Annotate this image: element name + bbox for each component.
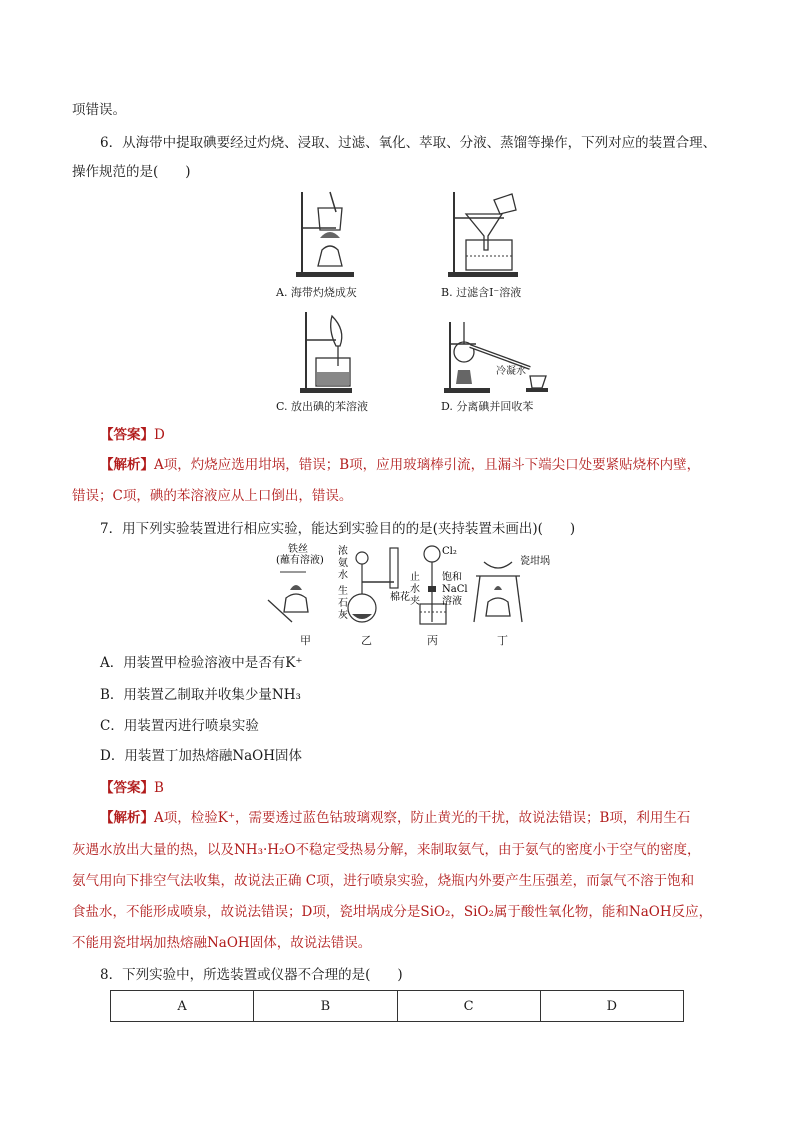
q6-analysis-line1 <box>100 455 700 475</box>
q8-stem: 8．下列实验中，所选装置或仪器不合理的是( ) <box>100 967 403 983</box>
q6-analysis-line2: 错误；C项，碘的苯溶液应从上口倒出，错误。 <box>72 488 353 504</box>
analysis-tag: 【解析】 <box>100 457 154 473</box>
figure-6b-filtration <box>444 190 524 278</box>
q7-stem: 7．用下列实验装置进行相应实验，能达到实验目的的是(夹持装置未画出)( ) <box>100 521 576 537</box>
condenser-water-label: 冷凝水 <box>496 366 526 377</box>
q7-analysis-line5: 不能用瓷坩埚加热熔融NaOH固体，故说法错误。 <box>72 935 372 951</box>
jia-wire-label: 铁丝 <box>288 544 308 555</box>
q6-caption-b: B. 过滤含I⁻溶液 <box>441 286 522 299</box>
table-header-a: A <box>111 991 254 1022</box>
q7-analysis-line1 <box>100 808 690 828</box>
analysis-text: A项，灼烧应选用坩埚，错误；B项，应用玻璃棒引流，且漏斗下端尖口处要紧贴烧杯内壁， <box>154 457 701 473</box>
figure-6d-distillation <box>442 318 552 394</box>
figure-7-apparatus <box>262 540 582 644</box>
svg-text:夹: 夹 <box>410 596 420 607</box>
q7-analysis-line2: 灰遇水放出大量的热，以及NH₃·H₂O不稳定受热易分解，来制取氨气，由于氨气的密度小于空气的密度， <box>72 842 701 858</box>
q7-analysis-line4: 食盐水，不能形成喷泉，故说法错误；D项，瓷坩埚成分是SiO₂，SiO₂属于酸性氧化物，能和NaOH反应， <box>72 904 713 920</box>
bing-sol2: NaCl <box>442 584 468 595</box>
q7-option-a: A．用装置甲检验溶液中是否有K⁺ <box>100 655 303 671</box>
ding-crucible-label: 瓷坩埚 <box>520 556 550 567</box>
q8-option-table <box>110 990 684 1022</box>
bing-cl2-label: Cl₂ <box>442 546 457 557</box>
svg-text:水: 水 <box>410 584 420 595</box>
q7-caption-ding: 丁 <box>497 634 508 647</box>
answer-tag: 【答案】 <box>100 780 154 796</box>
jia-wire2-label: (蘸有溶液) <box>276 555 324 566</box>
table-row <box>111 991 684 1022</box>
q7-caption-yi: 乙 <box>361 634 372 647</box>
q7-option-c: C．用装置丙进行喷泉实验 <box>100 718 259 734</box>
table-header-b: B <box>254 991 397 1022</box>
answer-tag: 【答案】 <box>100 427 154 443</box>
bing-sol3: 溶液 <box>442 596 462 607</box>
svg-text:水: 水 <box>338 570 348 581</box>
q7-analysis-line3: 氨气用向下排空气法收集，故说法正确 C项，进行喷泉实验，烧瓶内外要产生压强差，而氯气不溶于饱和 <box>72 873 695 889</box>
q6-caption-c: C. 放出碘的苯溶液 <box>276 400 369 413</box>
analysis-tag: 【解析】 <box>100 810 154 826</box>
q7-caption-jia: 甲 <box>300 634 311 647</box>
svg-text:止: 止 <box>410 572 420 583</box>
svg-text:生: 生 <box>338 586 348 597</box>
answer-value: B <box>154 780 164 796</box>
q7-answer <box>100 778 164 798</box>
bing-sol1: 饱和 <box>442 572 462 583</box>
svg-text:氨: 氨 <box>338 558 348 569</box>
q6-answer <box>100 425 165 445</box>
answer-value: D <box>154 427 165 443</box>
q6-stem-line2: 操作规范的是( ) <box>72 164 191 180</box>
figure-6a-burning <box>290 190 360 278</box>
q7-option-d: D．用装置丁加热熔融NaOH固体 <box>100 748 303 764</box>
table-header-c: C <box>397 991 540 1022</box>
yi-ammonia-label: 浓 <box>338 546 348 557</box>
analysis-text: A项，检验K⁺，需要透过蓝色钴玻璃观察，防止黄光的干扰，故说法错误；B项，利用生石 <box>154 810 691 826</box>
svg-text:石: 石 <box>338 598 348 609</box>
q7-option-b: B．用装置乙制取并收集少量NH₃ <box>100 687 301 703</box>
svg-text:灰: 灰 <box>338 610 348 621</box>
q6-caption-a: A. 海带灼烧成灰 <box>276 286 357 299</box>
figure-6c-separation <box>296 310 356 394</box>
table-header-d: D <box>540 991 683 1022</box>
q6-caption-d: D. 分离碘并回收苯 <box>441 400 534 413</box>
text-line-prev: 项错误。 <box>72 102 126 118</box>
q6-stem-line1: 6．从海带中提取碘要经过灼烧、浸取、过滤、氧化、萃取、分液、蒸馏等操作，下列对应的装置合理、 <box>100 135 717 151</box>
yi-cotton-label: 棉花 <box>390 592 410 603</box>
q7-caption-bing: 丙 <box>427 634 438 647</box>
